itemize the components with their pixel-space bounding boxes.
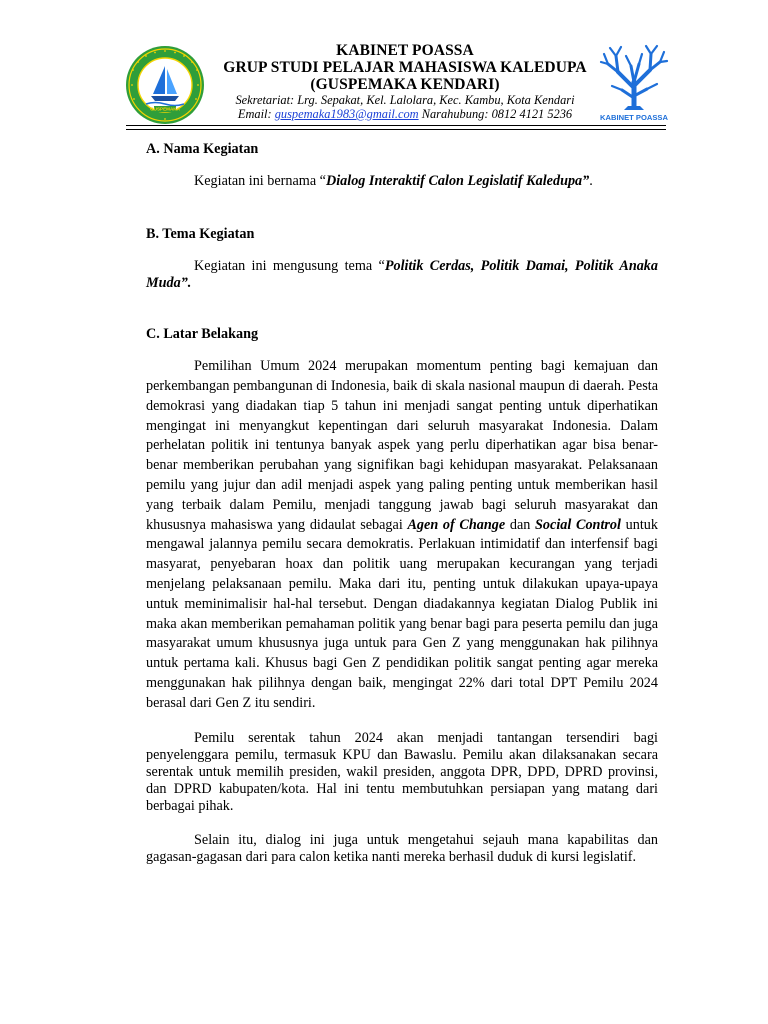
social-control-term: Social Control (535, 516, 621, 533)
section-c-heading: C. Latar Belakang (146, 326, 259, 343)
secretariat-address: Sekretariat: Lrg. Sepakat, Kel. Lalolara, Kec. Kambu, Kota Kendari (235, 93, 575, 107)
section-a-text-start: Kegiatan ini bernama “ (194, 173, 326, 189)
letterhead (0, 0, 768, 132)
document-body (146, 140, 658, 866)
contact-line (210, 107, 600, 121)
logo-right-label: KABINET POASSA (600, 113, 668, 122)
activity-name: Dialog Interaktif Calon Legislatif Kaledupa” (325, 173, 590, 189)
section-b-heading: B. Tema Kegiatan (146, 225, 255, 242)
paragraph-1-text-c: untuk mengawal jalannya pemilu secara demokratis. Perlakuan intimidatif dan interfensif bagi masyarat, penyebaran hoax dan politik uang merupakan kecurangan yang terjadi menjelang pelaksanaan pemilu. Maka dari itu, penting untuk dilakukan upaya-upaya untuk meminimalisir hal-hal tersebut. Dengan diadakannya kegiatan Dialog Publik ini maka akan memberikan pemahaman politik yang benar bagi para peserta pemilu dan juga masyarakat umum khususnya juga untuk para Gen Z yang menggunakan hak pilihnya untuk pertama kali. Khusus bagi Gen Z pendidikan politik sangat penting agar mereka menggunakan hak pilihnya dengan baik, mengingat 22% dari total DPT Pemilu 2024 berasal dari Gen Z itu sendiri. (146, 516, 658, 711)
agent-of-change-term: Agen of Change (407, 516, 506, 533)
letterhead-rule-top (126, 125, 666, 126)
guspemaka-logo (124, 44, 206, 126)
section-a-heading: A. Nama Kegiatan (146, 141, 259, 157)
org-name: GRUP STUDI PELAJAR MAHASISWA KALEDUPA (223, 59, 587, 76)
background-paragraph-2: Pemilu serentak tahun 2024 akan menjadi tantangan tersendiri bagi penyelenggara pemilu, termasuk KPU dan Bawaslu. Pemilu akan dilaksanakan secara serentak untuk memilih presiden, wakil presiden, anggota DPR, DPD, DPRD provinsi, dan DPRD kabupaten/kota. Hal ini tentu membutuhkan persiapan yang matang dari berbagai pihak. (146, 729, 658, 815)
background-paragraph-3: Selain itu, dialog ini juga untuk mengetahui sejauh mana kapabilitas dan gagasan-gagasan dari para calon ketika nanti mereka berhasil duduk di kursi legislatif. (146, 831, 658, 865)
kabinet-poassa-logo (596, 42, 672, 124)
section-a-text-end: . (589, 173, 593, 189)
background-paragraph-1 (146, 357, 658, 713)
logo-left-label: GUSPEMAKA (150, 106, 180, 112)
paragraph-1-text-a: Pemilihan Umum 2024 merupakan momentum penting bagi kemajuan dan perkembangan pembangunan di Indonesia, baik di skala nasional maupun di daerah. Pesta demokrasi yang diadakan tiap 5 tahun ini menjadi sangat penting untuk diperhatikan mengingat ini menyangkut kepentingan dari seluruh masyarakat Indonesia. Dalam perhelatan politik ini tentunya banyak aspek yang perlu diperhatikan agar bisa benar-benar memberikan perubahan yang signifikan bagi kehidupan masyarakat. Pelaksanaan pemilu yang jujur dan adil menjadi aspek yang paling penting untuk memberikan hasil yang terbaik dalam Pemilu, menjadi tanggung jawab bagi seluruh masyarakat dan khususnya mahasiswa yang didaulat sebagai (146, 358, 658, 533)
section-b-text (146, 258, 658, 292)
email-link[interactable]: guspemaka1983@gmail.com (274, 107, 419, 121)
org-cabinet: KABINET POASSA (336, 42, 474, 59)
org-abbreviation: (GUSPEMAKA KENDARI) (310, 76, 500, 93)
email-prefix: Email: (237, 107, 275, 121)
letterhead-text (210, 42, 600, 121)
activity-theme: Politik Cerdas, Politik Damai, Politik Anaka Muda”. (146, 257, 658, 291)
letterhead-rule-bottom (126, 129, 666, 130)
paragraph-1-text-b: dan (505, 516, 536, 533)
contact-phone: Narahubung: 0812 4121 5236 (418, 107, 573, 121)
section-a-text (146, 172, 658, 192)
section-b-text-start: Kegiatan ini mengusung tema “ (194, 257, 385, 274)
